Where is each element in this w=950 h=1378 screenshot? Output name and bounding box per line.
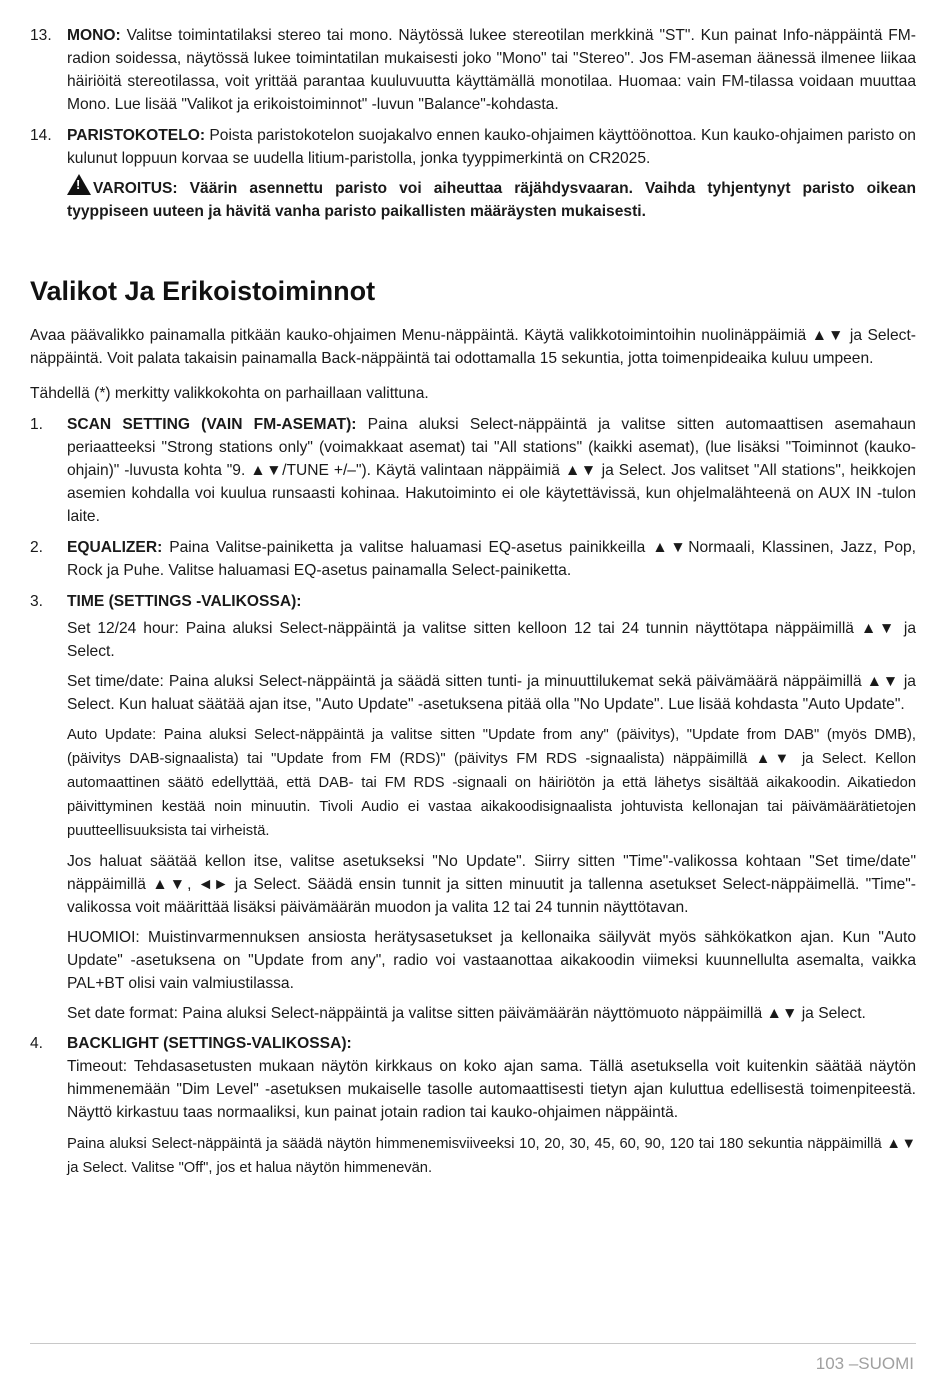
item-text: Paina aluksi Select-näppäintä ja valitse sitten automaattisen asemahaun periaatteeksi "Strong stations only" (voimakkaat asemat) tai "All stations" (kaikki asemat), (lue lisäksi "Toiminnot (kauko-ohjain)" -luvusta kohta "9. ▲▼/TUNE +/–"). Käytä valintaan näppäimiä ▲▼ ja Select. Jos valitset "All stations", heikkojen asemien kohdalla voi kuulua runsaasti kohinaa. Hakutoiminto ei ole käytettävissä, kun ohjelmalähteenä on AUX IN -tulon laite. (67, 416, 916, 525)
item-number: 13. (30, 27, 52, 44)
page-number: 103 –SUOMI (815, 1354, 914, 1373)
item-label: MONO: (67, 27, 121, 44)
document-page (30, 24, 916, 1187)
item-text: Timeout: Tehdasasetusten mukaan näytön kirkkaus on koko ajan sama. Tällä asetuksella voit kuitenkin säätää näytön himmenemään "Dim Level" -asetuksen mukaiselle tasolle automaattisesti tietyn ajan kuluttua edellisestä toimenpiteestä. Näyttö kirkastuu taas normaaliksi, kun painat jotain radion tai kauko-ohjaimen näppäintä. (67, 1058, 916, 1121)
note-paragraph: Tähdellä (*) merkitty valikkokohta on parhaillaan valittuna. (30, 385, 429, 402)
item-label: EQUALIZER: (67, 539, 163, 556)
warning-notice (67, 174, 916, 223)
item-text: Valitse toimintatilaksi stereo tai mono. Näytössä lukee stereotilan merkkinä "ST". Kun painat Info-näppäintä FM-radion soidessa, näytössä lukee toimintatilan mukaisesti joko "Mono" tai "Stereo". Jos FM-aseman äänessä ilmenee liikaa häiriöitä stereotilassa, voit yrittää parantaa kuuluvuutta käyttämällä monotilaa. Huomaa: vain FM-tilassa voidaan muuttaa Mono. Lue lisää "Valikot ja erikoistoiminnot" -luvun "Balance"-kohdasta. (67, 27, 916, 113)
item-label: SCAN SETTING (VAIN FM-ASEMAT): (67, 416, 357, 433)
footer-divider (30, 1343, 916, 1344)
time-paragraph-set-time: Set time/date: Paina aluksi Select-näppäintä ja säädä sitten tunti- ja minuuttilukemat sekä päivämäärä näppäimillä ▲▼ ja Select. Kun haluat säätää ajan itse, "Auto Update" -asetuksena pitää olla "No Update". Lue lisää kohdasta "Auto Update". (67, 673, 916, 713)
item-text: Paina Valitse-painiketta ja valitse haluamasi EQ-asetus painikkeilla ▲▼Normaali, Klassinen, Jazz, Pop, Rock ja Puhe. Valitse haluamasi EQ-asetus painamalla Select-painiketta. (67, 539, 916, 579)
time-paragraph-auto-update: Auto Update: Paina aluksi Select-näppäintä ja valitse sitten "Update from any" (päivitys), "Update from DAB" (myös DMB), (päivitys DAB-signaalista) tai "Update from FM (RDS)" (päivitys FM RDS -signaalista) näppäimillä ▲▼ ja Select. Kellon automaattinen säätö edellyttää, että DAB- tai FM RDS -signaali on häiriötön ja että lähetys sisältää aikakoodin. Aikatiedon päivittyminen kestää noin minuutin. Tivoli Audio ei vastaa aikakoodisignaalista johtuvista kellonajan tai päivämäärätietojen puutteellisuuksista tai virheistä. (67, 727, 916, 839)
intro-paragraph: Avaa päävalikko painamalla pitkään kauko-ohjaimen Menu-näppäintä. Käytä valikkotoimintoihin nuolinäppäimiä ▲▼ ja Select-näppäintä. Voit palata takaisin painamalla Back-näppäintä tai odottamalla 15 sekuntia, jotta toimenpideaika kuluu umpeen. (30, 327, 916, 367)
item-number: 1. (30, 416, 44, 433)
item-number: 2. (30, 539, 44, 556)
list-item-time (30, 590, 916, 613)
warning-triangle-icon: ! (67, 174, 91, 195)
item-label: TIME (SETTINGS -VALIKOSSA): (67, 593, 302, 610)
item-number: 3. (30, 593, 44, 610)
time-paragraph-note: HUOMIOI: Muistinvarmennuksen ansiosta herätysasetukset ja kellonaika säilyvät myös sähkökatkon ajan. Kun "Auto Update" -asetuksena on "Update from any", radio voi vastaanottaa aikakoodin viimeksi kuunnellulta asemalta, vaikka PAL+BT olisi vain valmiustilassa. (67, 929, 916, 992)
list-item-backlight (30, 1032, 916, 1124)
list-item-battery (30, 124, 916, 170)
backlight-paragraph: Paina aluksi Select-näppäintä ja säädä näytön himmenemisviiveeksi 10, 20, 30, 45, 60, 90, 120 tai 180 sekuntia näppäimillä ▲▼ ja Select. Valitse "Off", jos et halua näytön himmenevän. (67, 1136, 916, 1176)
time-paragraph-date-format: Set date format: Paina aluksi Select-näppäintä ja valitse sitten päivämäärän näyttömuoto näppäimillä ▲▼ ja Select. (67, 1005, 866, 1022)
item-text: Poista paristokotelon suojakalvo ennen kauko-ohjaimen käyttöönottoa. Kun kauko-ohjaimen paristo on kulunut loppuun korvaa se uudella litium-paristolla, jonka tyyppimerkintä on CR2025. (67, 127, 916, 167)
time-paragraph-manual: Jos haluat säätää kellon itse, valitse asetukseksi "No Update". Siirry sitten "Time"-valikossa kohtaan "Set time/date" näppäimillä ▲▼, ◄► ja Select. Säädä ensin tunnit ja sitten minuutit ja tallenna asetukset Select-näppäimellä. "Time"-valikossa voit määrittää lisäksi päivämäärän muodon ja valita 12 tai 24 tunnin näyttötavan. (67, 853, 916, 916)
section-heading: Valikot Ja Erikoistoiminnot (30, 276, 376, 306)
list-item-mono (30, 24, 916, 116)
warning-text: VAROITUS: Väärin asennettu paristo voi aiheuttaa räjähdysvaaran. Vaihda tyhjentynyt paristo oikean tyyppiseen uuteen ja hävitä vanha paristo paikallisten määräysten mukaisesti. (67, 180, 916, 220)
item-label: PARISTOKOTELO: (67, 127, 206, 144)
time-paragraph-12-24: Set 12/24 hour: Paina aluksi Select-näppäintä ja valitse sitten kelloon 12 tai 24 tunnin näyttötapa näppäimillä ▲▼ ja Select. (67, 620, 916, 660)
list-item-scan-setting (30, 413, 916, 528)
item-number: 14. (30, 127, 52, 144)
item-label: BACKLIGHT (SETTINGS-VALIKOSSA): (67, 1035, 352, 1052)
list-item-equalizer (30, 536, 916, 582)
item-number: 4. (30, 1035, 44, 1052)
